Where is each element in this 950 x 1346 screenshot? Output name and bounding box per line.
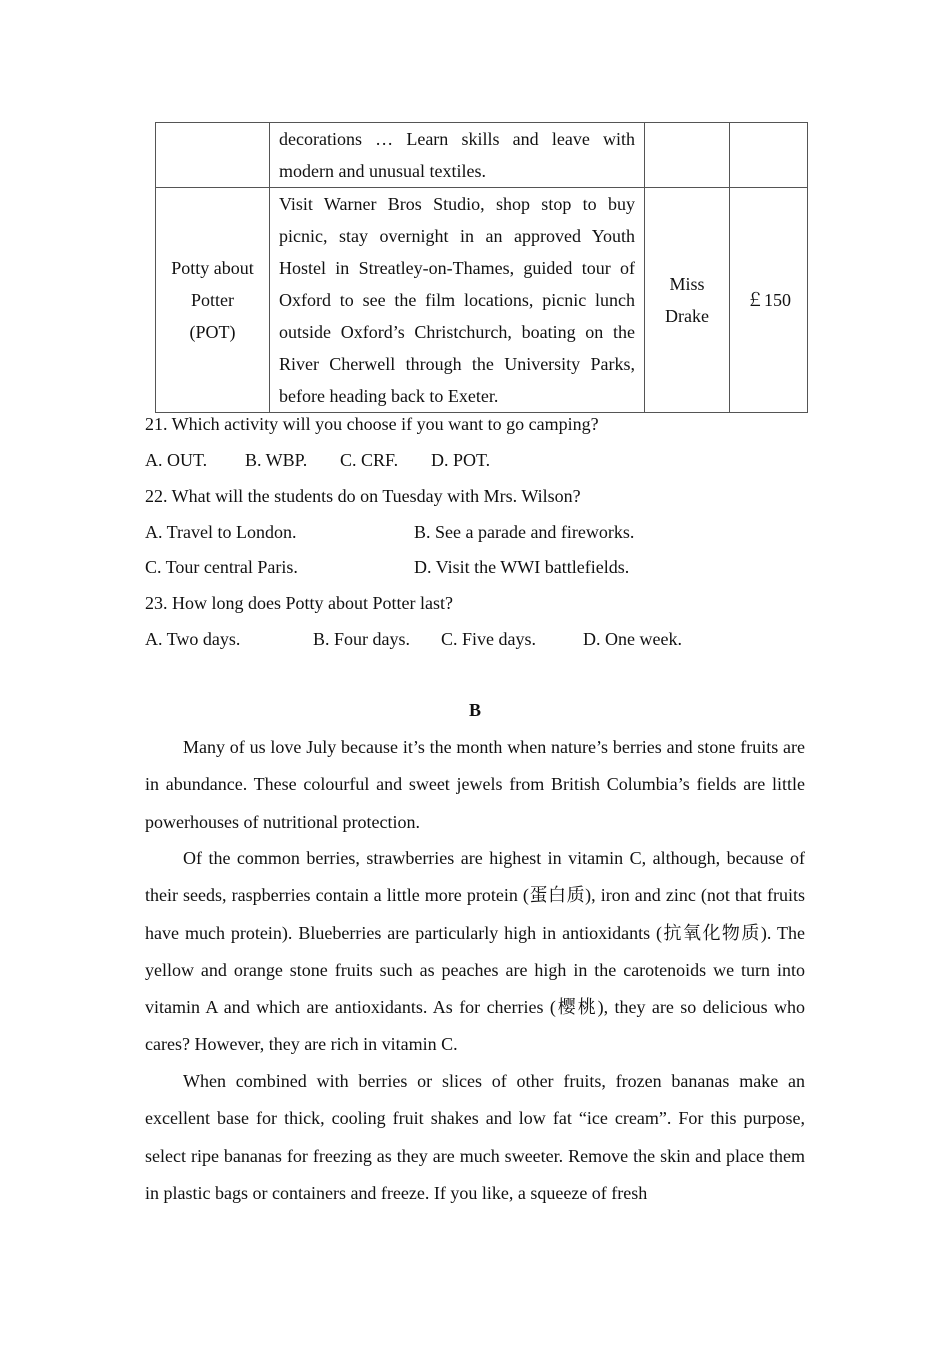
table-row bbox=[156, 188, 808, 413]
teacher-cell bbox=[645, 123, 730, 188]
q23-option-a: A. Two days. bbox=[145, 629, 241, 649]
activity-name-line: (POT) bbox=[189, 322, 236, 342]
q23-option-c: C. Five days. bbox=[441, 629, 537, 649]
q22-option-d: D. Visit the WWI battlefields. bbox=[414, 557, 630, 577]
question-22: 22. What will the students do on Tuesday with Mrs. Wilson? bbox=[145, 486, 581, 506]
q21-option-b: B. WBP. bbox=[245, 450, 308, 470]
activity-description-cell bbox=[270, 188, 645, 413]
q21-option-c: C. CRF. bbox=[340, 450, 399, 470]
activity-description: decorations … Learn skills and leave with modern and unusual textiles. bbox=[279, 129, 635, 181]
question-21: 21. Which activity will you choose if you want to go camping? bbox=[145, 414, 599, 434]
cost-cell: ￡150 bbox=[730, 188, 808, 413]
q22-option-c: C. Tour central Paris. bbox=[145, 557, 298, 577]
q22-option-a: A. Travel to London. bbox=[145, 522, 297, 542]
activities-table bbox=[155, 122, 808, 413]
q23-option-b: B. Four days. bbox=[313, 629, 411, 649]
q21-option-a: A. OUT. bbox=[145, 450, 208, 470]
teacher-line: Miss bbox=[669, 274, 705, 294]
q23-option-d: D. One week. bbox=[583, 629, 682, 649]
paragraph-1: Many of us love July because it’s the month when nature’s berries and stone fruits are in abundance. These colourful and sweet jewels from British Columbia’s fields are little powerhouses of nutritional protection. bbox=[145, 737, 805, 832]
teacher-line: Drake bbox=[665, 306, 709, 326]
q22-option-b: B. See a parade and fireworks. bbox=[414, 522, 635, 542]
question-23: 23. How long does Potty about Potter last? bbox=[145, 593, 453, 613]
activity-name-cell bbox=[156, 188, 270, 413]
activity-name-cell bbox=[156, 123, 270, 188]
paragraph-2: Of the common berries, strawberries are highest in vitamin C, although, because of their seeds, raspberries contain a little more protein (蛋白质), iron and zinc (not that fruits have much protein). Blueberries are particularly high in antioxidants (抗氧化物质). The yellow and orange stone fruits such as peaches are high in the carotenoids we turn into vitamin A and which are antioxidants. As for cherries (樱桃), they are so delicious who cares? However, they are rich in vitamin C. bbox=[145, 848, 805, 1055]
activity-description: Visit Warner Bros Studio, shop stop to buy picnic, stay overnight in an approved Youth Hostel in Streatley-on-Thames, guided tour of Oxford to see the film locations, picnic lunch outside Oxford’s Christchurch, boating on the River Cherwell through the University Parks, before heading back to Exeter. bbox=[279, 194, 635, 406]
activity-name-line: Potter bbox=[191, 290, 234, 310]
teacher-cell bbox=[645, 188, 730, 413]
activity-name-line: Potty about bbox=[171, 258, 254, 278]
paragraph-3: When combined with berries or slices of other fruits, frozen bananas make an excellent base for thick, cooling fruit shakes and low fat “ice cream”. For this purpose, select ripe bananas for freezing as they are much sweeter. Remove the skin and place them in plastic bags or containers and freeze. If you like, a squeeze of fresh bbox=[145, 1071, 805, 1203]
activity-description-cell bbox=[270, 123, 645, 188]
table-row bbox=[156, 123, 808, 188]
q21-option-d: D. POT. bbox=[431, 450, 491, 470]
section-heading: B bbox=[468, 700, 481, 720]
cost-cell bbox=[730, 123, 808, 188]
